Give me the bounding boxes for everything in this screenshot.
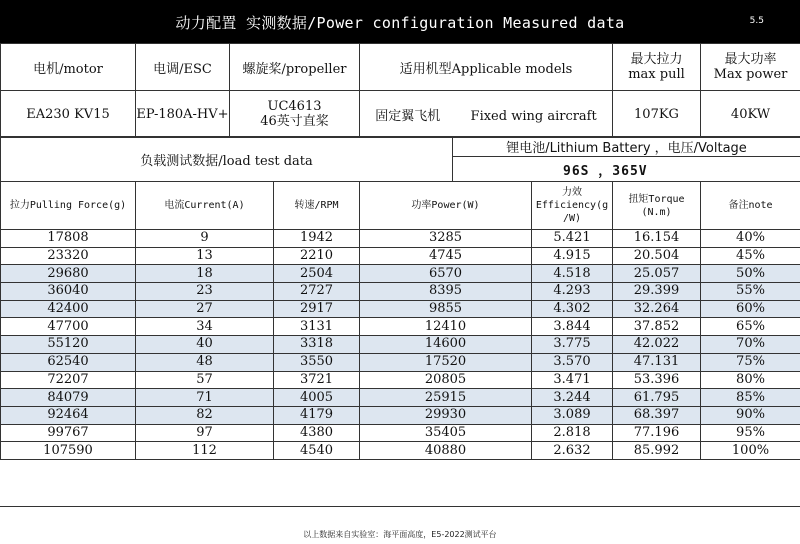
load-test-label: 负载测试数据/load test data (1, 137, 453, 182)
current-cell: 23 (136, 283, 274, 301)
note-cell: 100% (701, 442, 800, 460)
motor-value: EA230 KV15 (1, 91, 136, 138)
rpm-cell: 1942 (274, 230, 360, 248)
power-cell: 40880 (360, 442, 532, 460)
propeller-value (230, 91, 360, 138)
rpm-header: 转速/RPM (274, 182, 360, 230)
current-cell: 48 (136, 353, 274, 371)
current-cell: 34 (136, 318, 274, 336)
pull-cell: 55120 (1, 336, 136, 354)
note-cell: 40% (701, 230, 800, 248)
power-header: 功率Power(W) (360, 182, 532, 230)
pull-cell: 107590 (1, 442, 136, 460)
max-power-header (701, 44, 800, 91)
measurement-header-row (1, 182, 800, 230)
torque-cell: 47.131 (613, 353, 701, 371)
rpm-cell: 4380 (274, 424, 360, 442)
current-cell: 112 (136, 442, 274, 460)
current-cell: 97 (136, 424, 274, 442)
current-header: 电流Current(A) (136, 182, 274, 230)
models-header: 适用机型Applicable models (360, 44, 613, 91)
pull-header: 拉力Pulling Force(g) (1, 182, 136, 230)
torque-header-label: 扭矩Torque (628, 193, 685, 205)
footer (0, 506, 800, 544)
power-cell: 35405 (360, 424, 532, 442)
rpm-cell: 2504 (274, 265, 360, 283)
pull-cell: 99767 (1, 424, 136, 442)
torque-header-unit: (N.m) (641, 206, 672, 218)
max-pull-header-cn: 最大拉力 (630, 52, 683, 67)
note-cell: 65% (701, 318, 800, 336)
power-cell: 17520 (360, 353, 532, 371)
pull-cell: 17808 (1, 230, 136, 248)
pull-cell: 29680 (1, 265, 136, 283)
rpm-cell: 2917 (274, 300, 360, 318)
torque-cell: 37.852 (613, 318, 701, 336)
efficiency-cell: 4.293 (532, 283, 613, 301)
efficiency-cell: 3.775 (532, 336, 613, 354)
efficiency-cell: 3.244 (532, 389, 613, 407)
note-cell: 80% (701, 371, 800, 389)
power-cell: 14600 (360, 336, 532, 354)
table-row (1, 389, 800, 407)
power-cell: 6570 (360, 265, 532, 283)
torque-cell: 85.992 (613, 442, 701, 460)
efficiency-cell: 3.570 (532, 353, 613, 371)
efficiency-cell: 2.632 (532, 442, 613, 460)
torque-cell: 16.154 (613, 230, 701, 248)
rpm-cell: 2210 (274, 247, 360, 265)
efficiency-header-cn: 力效 (562, 187, 582, 198)
note-cell: 90% (701, 406, 800, 424)
rpm-cell: 3318 (274, 336, 360, 354)
power-cell: 20805 (360, 371, 532, 389)
efficiency-header-en: Efficiency(g (535, 200, 609, 211)
table-row (1, 300, 800, 318)
propeller-header: 螺旋桨/propeller (230, 44, 360, 91)
efficiency-header-unit: /W) (562, 213, 582, 224)
current-cell: 71 (136, 389, 274, 407)
current-cell: 27 (136, 300, 274, 318)
model-cn: 固定翼飞机 (375, 108, 441, 124)
table-row (1, 406, 800, 424)
table-row (1, 371, 800, 389)
pull-cell: 42400 (1, 300, 136, 318)
efficiency-cell: 4.302 (532, 300, 613, 318)
power-cell: 8395 (360, 283, 532, 301)
current-cell: 82 (136, 406, 274, 424)
note-cell: 45% (701, 247, 800, 265)
torque-cell: 77.196 (613, 424, 701, 442)
rpm-cell: 2727 (274, 283, 360, 301)
torque-cell: 68.397 (613, 406, 701, 424)
rpm-cell: 3721 (274, 371, 360, 389)
torque-cell: 20.504 (613, 247, 701, 265)
note-cell: 55% (701, 283, 800, 301)
voltage-value: 96S ，365V (453, 157, 800, 182)
spec-header-row (1, 44, 800, 91)
measurement-table (0, 181, 800, 460)
table-row (1, 336, 800, 354)
note-cell: 75% (701, 353, 800, 371)
note-cell: 70% (701, 336, 800, 354)
table-row (1, 424, 800, 442)
max-power-header-en: Max power (713, 67, 788, 82)
rpm-cell: 4005 (274, 389, 360, 407)
motor-header: 电机/motor (1, 44, 136, 91)
propeller-size: 46英寸直桨 (260, 114, 329, 129)
table-row (1, 247, 800, 265)
current-cell: 18 (136, 265, 274, 283)
rpm-cell: 3131 (274, 318, 360, 336)
power-cell: 3285 (360, 230, 532, 248)
note-cell: 60% (701, 300, 800, 318)
pull-cell: 47700 (1, 318, 136, 336)
esc-header: 电调/ESC (136, 44, 230, 91)
version-label: 5.5 (749, 16, 764, 26)
note-cell: 85% (701, 389, 800, 407)
current-cell: 40 (136, 336, 274, 354)
table-row (1, 283, 800, 301)
rpm-cell: 4179 (274, 406, 360, 424)
table-row (1, 265, 800, 283)
efficiency-cell: 3.089 (532, 406, 613, 424)
torque-header (613, 182, 701, 230)
load-test-table (0, 136, 800, 182)
note-cell: 95% (701, 424, 800, 442)
power-cell: 29930 (360, 406, 532, 424)
current-cell: 13 (136, 247, 274, 265)
battery-label: 锂电池/Lithium Battery ，电压/Voltage (453, 137, 800, 157)
page-title: 动力配置 实测数据/Power configuration Measured data (175, 14, 625, 32)
esc-value: EP-180A-HV+ (136, 91, 230, 138)
torque-cell: 42.022 (613, 336, 701, 354)
efficiency-cell: 4.518 (532, 265, 613, 283)
power-cell: 4745 (360, 247, 532, 265)
current-cell: 57 (136, 371, 274, 389)
current-cell: 9 (136, 230, 274, 248)
max-pull-header (613, 44, 701, 91)
title-bar (0, 0, 800, 43)
rpm-cell: 4540 (274, 442, 360, 460)
power-cell: 9855 (360, 300, 532, 318)
max-power-value: 40KW (701, 91, 800, 138)
propeller-model: UC4613 (267, 99, 322, 114)
efficiency-header (532, 182, 613, 230)
efficiency-cell: 3.471 (532, 371, 613, 389)
efficiency-cell: 5.421 (532, 230, 613, 248)
note-cell: 50% (701, 265, 800, 283)
max-power-header-cn: 最大功率 (724, 52, 777, 67)
torque-cell: 53.396 (613, 371, 701, 389)
note-header: 备注note (701, 182, 800, 230)
efficiency-cell: 2.818 (532, 424, 613, 442)
pull-cell: 36040 (1, 283, 136, 301)
models-value (360, 91, 613, 138)
pull-cell: 92464 (1, 406, 136, 424)
max-pull-value: 107KG (613, 91, 701, 138)
table-row (1, 353, 800, 371)
table-row (1, 230, 800, 248)
efficiency-cell: 4.915 (532, 247, 613, 265)
pull-cell: 23320 (1, 247, 136, 265)
measurement-rows (1, 230, 800, 460)
spec-value-row (1, 91, 800, 138)
torque-cell: 32.264 (613, 300, 701, 318)
efficiency-cell: 3.844 (532, 318, 613, 336)
torque-cell: 29.399 (613, 283, 701, 301)
table-row (1, 318, 800, 336)
torque-cell: 61.795 (613, 389, 701, 407)
max-pull-header-en: max pull (628, 67, 685, 82)
pull-cell: 62540 (1, 353, 136, 371)
table-row (1, 442, 800, 460)
power-cell: 12410 (360, 318, 532, 336)
pull-cell: 72207 (1, 371, 136, 389)
spec-table (0, 43, 800, 138)
model-en: Fixed wing aircraft (470, 108, 597, 124)
power-cell: 25915 (360, 389, 532, 407)
footer-note: 以上数据来自实验室：海平面高度，E5-2022测试平台 (303, 530, 497, 539)
torque-cell: 25.057 (613, 265, 701, 283)
rpm-cell: 3550 (274, 353, 360, 371)
pull-cell: 84079 (1, 389, 136, 407)
